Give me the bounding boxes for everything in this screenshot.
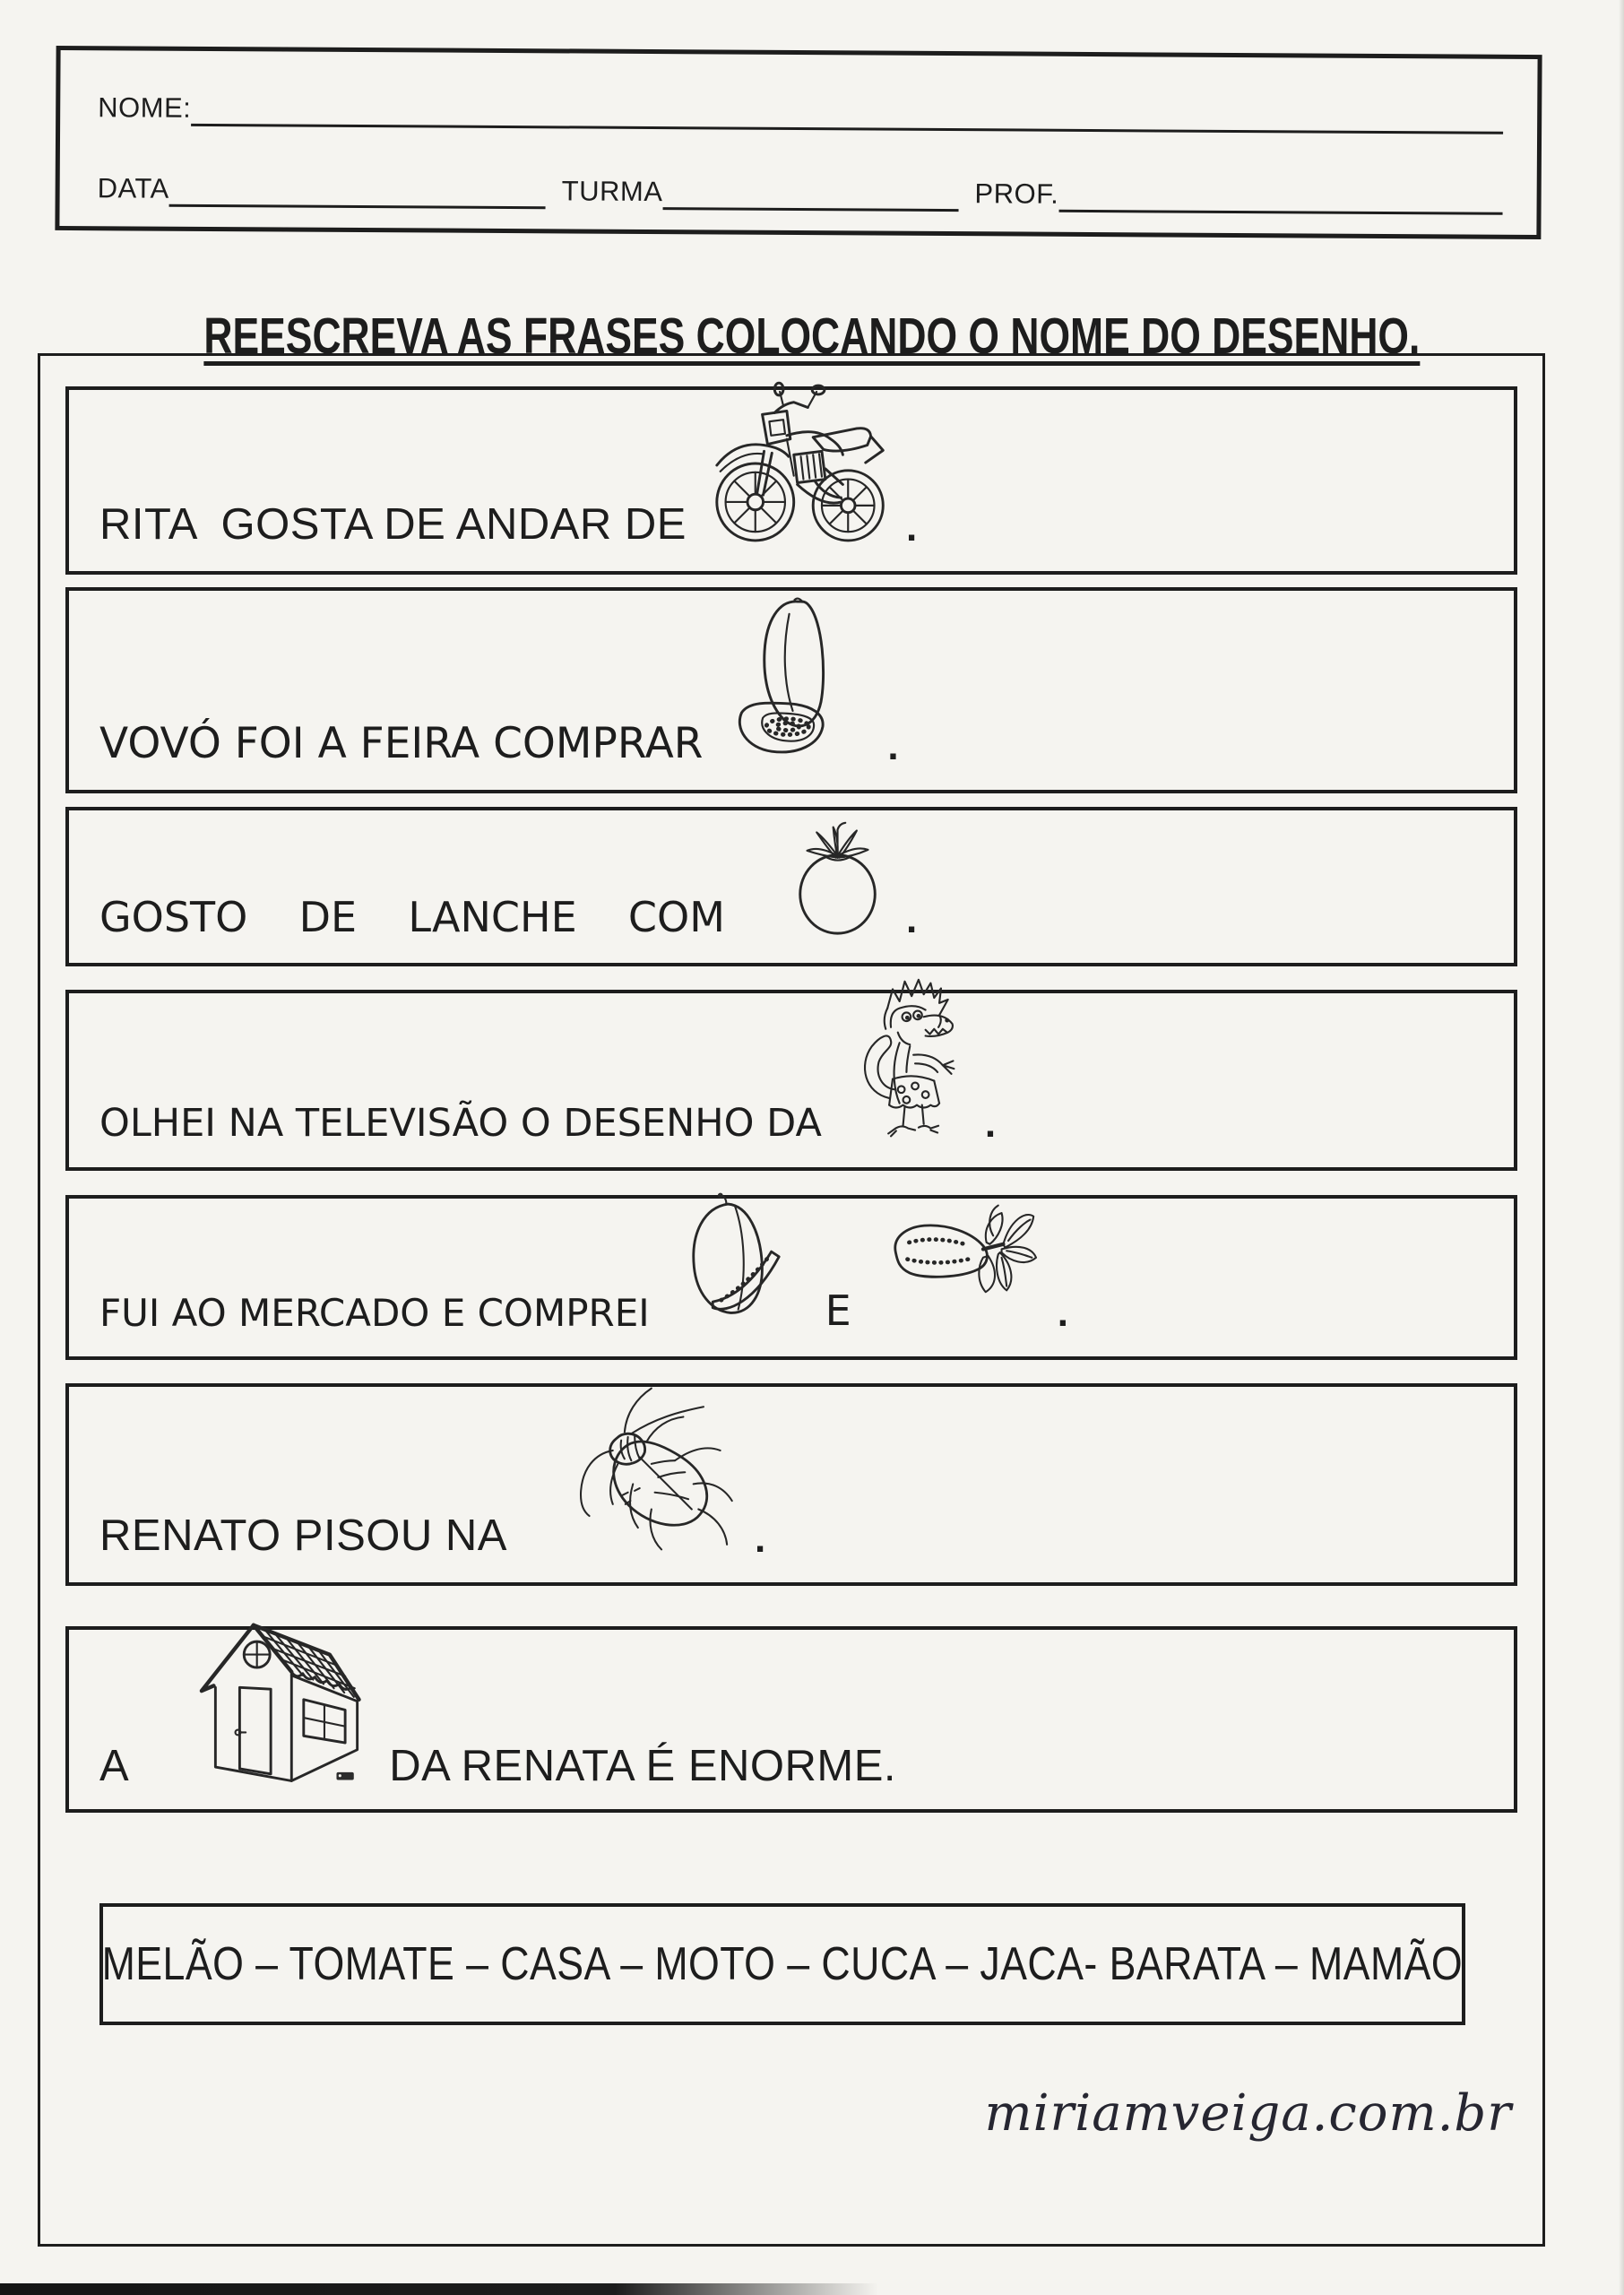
sentence-text: RITA GOSTA DE ANDAR DE [99, 500, 687, 549]
date-label: DATA [97, 172, 169, 204]
exercise-row-casa [65, 1626, 1517, 1813]
teacher-blank-line [1058, 178, 1503, 215]
exercise-row-cuca [65, 990, 1517, 1171]
sentence-text: OLHEI NA TELEVISÃO O DESENHO DA [99, 1101, 822, 1146]
tomate-drawing [788, 816, 888, 938]
word-bank-text: MELÃO – TOMATE – CASA – MOTO – CUCA – JACA- BARATA – MAMÃO [101, 1938, 1464, 1990]
conjunction-text: E [825, 1286, 851, 1335]
barata-drawing [566, 1383, 746, 1555]
date-class-teacher-row [98, 172, 1503, 215]
melao-drawing [684, 1191, 799, 1333]
name-blank-line [191, 92, 1503, 134]
exercise-row-barata [65, 1383, 1517, 1586]
period-mark: . [887, 724, 899, 768]
exercise-row-tomate [65, 807, 1517, 966]
exercises-panel [38, 353, 1545, 2247]
period-mark: . [754, 1517, 766, 1561]
mamao-drawing [717, 596, 871, 768]
credit-text: miriamveiga.com.br [984, 2084, 1512, 2143]
date-blank-line [169, 173, 546, 210]
period-mark: . [1057, 1291, 1068, 1335]
scan-edge-strip [0, 2283, 878, 2295]
sentence-text: RENATO PISOU NA [99, 1511, 507, 1560]
teacher-label: PROF. [974, 178, 1059, 210]
exercise-row-mamao [65, 587, 1517, 793]
exercise-row-melao-jaca [65, 1195, 1517, 1360]
period-mark: . [905, 897, 918, 941]
name-row [98, 91, 1503, 134]
exercise-row-moto [65, 386, 1517, 575]
name-label: NOME: [98, 91, 192, 124]
period-mark: . [984, 1102, 997, 1146]
sentence-text: GOSTO DE LANCHE COM [99, 893, 725, 941]
period-mark: . [905, 506, 918, 550]
cuca-drawing [845, 975, 963, 1144]
worksheet-title: REESCREVA AS FRASES COLOCANDO O NOME DO DESENHO. [203, 307, 1421, 365]
jaca-drawing [882, 1200, 1041, 1322]
class-label: TURMA [561, 175, 663, 208]
class-blank-line [662, 176, 958, 212]
moto-drawing [710, 381, 894, 548]
word-bank-box [99, 1903, 1465, 2025]
sentence-text: A [99, 1742, 130, 1790]
sentence-text-after: DA RENATA É ENORME. [389, 1742, 897, 1790]
casa-drawing [160, 1620, 364, 1793]
sentence-text: FUI AO MERCADO E COMPREI [99, 1291, 650, 1335]
student-info-box [55, 46, 1542, 239]
sentence-text: VOVÓ FOI A FEIRA COMPRAR [99, 719, 704, 768]
